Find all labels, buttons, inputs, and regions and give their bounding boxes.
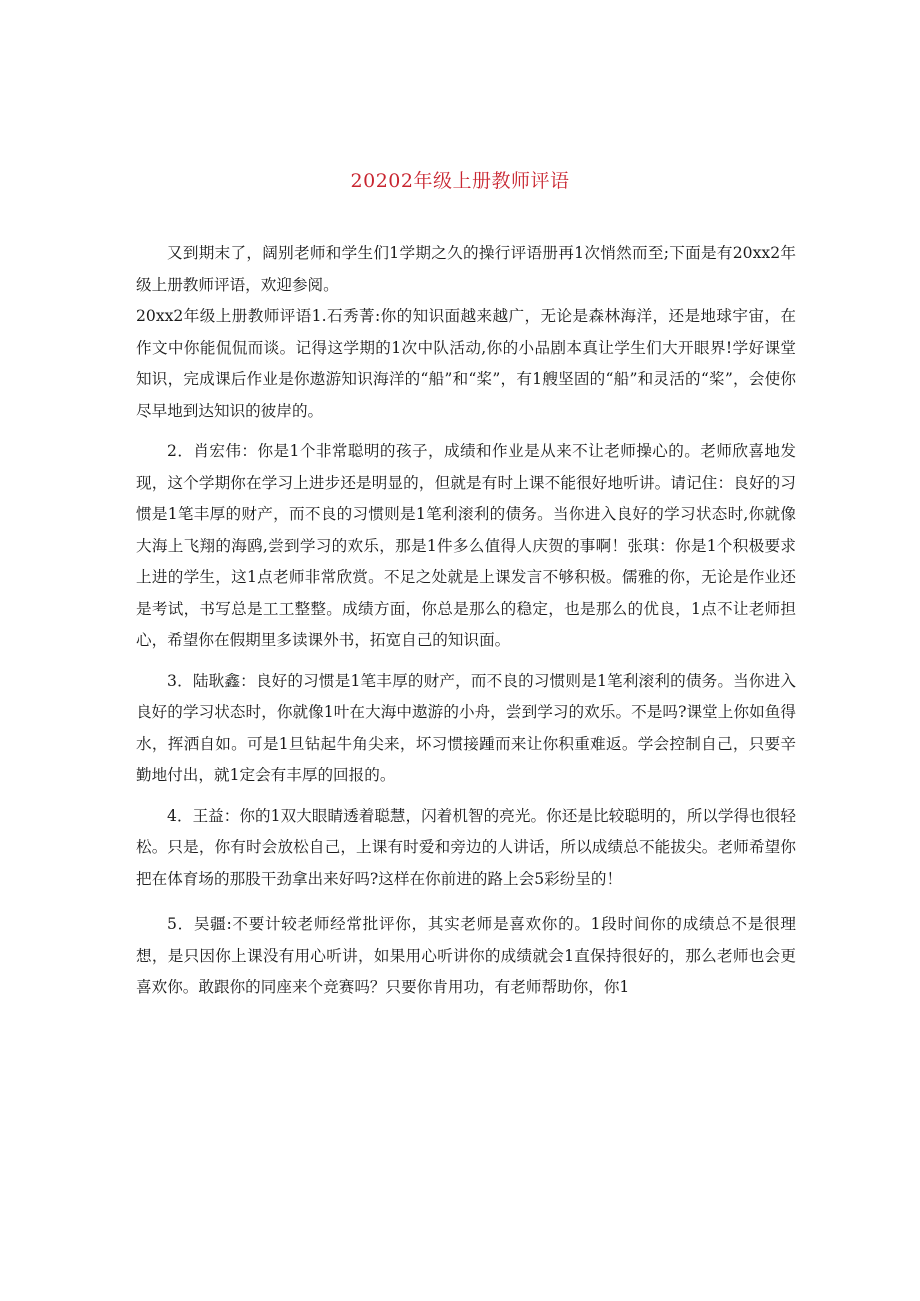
comment-paragraph-1: 20xx2年级上册教师评语1.石秀菁:你的知识面越来越广，无论是森林海洋，还是地球宇宙，在作文中你能侃侃而谈。记得这学期的1次中队活动,你的小品剧本真让学生们大开眼界!学好课堂知识，完成课后作业是你遨游知识海洋的“船”和“桨”，有1艘坚固的“船”和灵活的“桨”，会使你尽早地到达知识的彼岸的。 (136, 307, 796, 420)
intro-paragraph: 又到期末了，阔别老师和学生们1学期之久的操行评语册再1次悄然而至;下面是有20xx2年级上册教师评语，欢迎参阅。 (136, 244, 796, 294)
document-body (136, 238, 796, 1004)
comment-paragraph-3: 3．陆耿鑫：良好的习惯是1笔丰厚的财产，而不良的习惯则是1笔利滚利的债务。当你进入良好的学习状态时，你就像1叶在大海中遨游的小舟，尝到学习的欢乐。不是吗?课堂上你如鱼得水，挥洒自如。可是1旦钻起牛角尖来，坏习惯接踵而来让你积重难返。学会控制自己，只要辛勤地付出，就1定会有丰厚的回报的。 (136, 671, 796, 784)
document-title: 20202年级上册教师评语 (350, 170, 570, 192)
comment-paragraph-2: 2．肖宏伟：你是1个非常聪明的孩子，成绩和作业是从来不让老师操心的。老师欣喜地发现，这个学期你在学习上进步还是明显的，但就是有时上课不能很好地听讲。请记住：良好的习惯是1笔丰厚的财产，而不良的习惯则是1笔利滚利的债务。当你进入良好的学习状态时,你就像大海上飞翔的海鸥,尝到学习的欢乐，那是1件多么值得人庆贺的事啊！张琪：你是1个积极要求上进的学生，这1点老师非常欣赏。不足之处就是上课发言不够积极。儒雅的你，无论是作业还是考试，书写总是工工整整。成绩方面，你总是那么的稳定，也是那么的优良，1点不让老师担心，希望你在假期里多读课外书，拓宽自己的知识面。 (136, 442, 796, 649)
comment-paragraph-5: 5．吴疆:不要计较老师经常批评你，其实老师是喜欢你的。1段时间你的成绩总不是很理想，是只因你上课没有用心听讲，如果用心听讲你的成绩就会1直保持很好的，那么老师也会更喜欢你。敢跟你的同座来个竞赛吗？只要你肯用功，有老师帮助你，你1 (136, 915, 796, 996)
comment-paragraph-4: 4．王益：你的1双大眼睛透着聪慧，闪着机智的亮光。你还是比较聪明的，所以学得也很轻松。只是，你有时会放松自己，上课有时爱和旁边的人讲话，所以成绩总不能拔尖。老师希望你把在体育场的那股干劲拿出来好吗?这样在你前进的路上会5彩纷呈的！ (136, 806, 796, 888)
